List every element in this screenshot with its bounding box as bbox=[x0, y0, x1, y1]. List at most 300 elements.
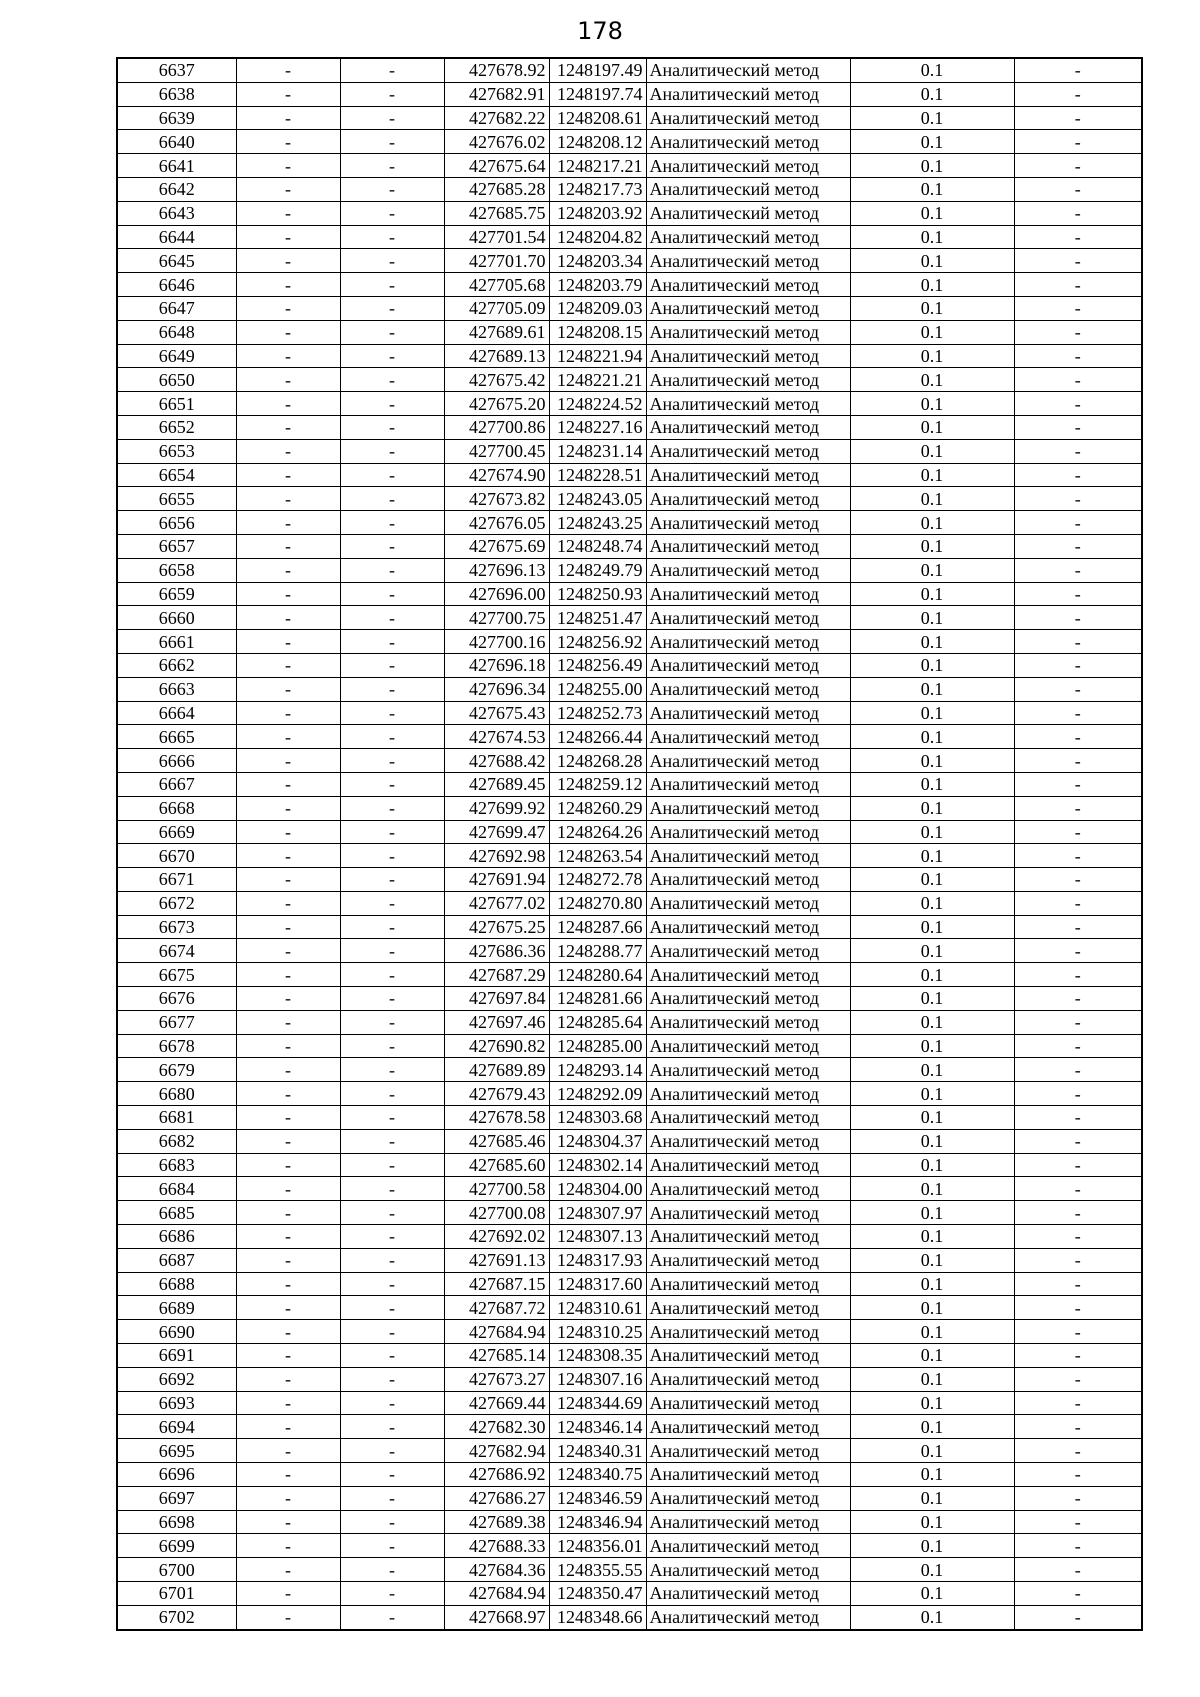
empty-value-cell: - bbox=[236, 511, 340, 535]
empty-value-cell: - bbox=[340, 844, 444, 868]
empty-value-cell: - bbox=[236, 987, 340, 1011]
point-number-cell: 6650 bbox=[117, 368, 236, 392]
empty-value-cell: - bbox=[340, 487, 444, 511]
empty-value-cell: - bbox=[340, 1153, 444, 1177]
method-cell: Аналитический метод bbox=[646, 249, 850, 273]
accuracy-cell: 0.1 bbox=[850, 130, 1014, 154]
empty-value-cell: - bbox=[340, 582, 444, 606]
method-cell: Аналитический метод bbox=[646, 1296, 850, 1320]
method-cell: Аналитический метод bbox=[646, 1106, 850, 1130]
accuracy-cell: 0.1 bbox=[850, 1558, 1014, 1582]
method-cell: Аналитический метод bbox=[646, 1510, 850, 1534]
table-row bbox=[117, 1177, 1142, 1201]
empty-value-cell: - bbox=[340, 106, 444, 130]
y-coordinate-cell: 1248259.12 bbox=[549, 772, 646, 796]
empty-value-cell: - bbox=[1014, 939, 1142, 963]
accuracy-cell: 0.1 bbox=[850, 1129, 1014, 1153]
x-coordinate-cell: 427686.36 bbox=[444, 939, 549, 963]
empty-value-cell: - bbox=[1014, 463, 1142, 487]
x-coordinate-cell: 427699.92 bbox=[444, 796, 549, 820]
empty-value-cell: - bbox=[236, 582, 340, 606]
empty-value-cell: - bbox=[236, 606, 340, 630]
empty-value-cell: - bbox=[236, 820, 340, 844]
x-coordinate-cell: 427689.45 bbox=[444, 772, 549, 796]
accuracy-cell: 0.1 bbox=[850, 653, 1014, 677]
point-number-cell: 6660 bbox=[117, 606, 236, 630]
empty-value-cell: - bbox=[236, 772, 340, 796]
x-coordinate-cell: 427700.75 bbox=[444, 606, 549, 630]
y-coordinate-cell: 1248307.97 bbox=[549, 1201, 646, 1225]
empty-value-cell: - bbox=[236, 1582, 340, 1606]
table-row bbox=[117, 82, 1142, 106]
y-coordinate-cell: 1248208.15 bbox=[549, 320, 646, 344]
table-row bbox=[117, 558, 1142, 582]
accuracy-cell: 0.1 bbox=[850, 701, 1014, 725]
point-number-cell: 6665 bbox=[117, 725, 236, 749]
table-row bbox=[117, 1034, 1142, 1058]
empty-value-cell: - bbox=[1014, 1082, 1142, 1106]
empty-value-cell: - bbox=[340, 511, 444, 535]
empty-value-cell: - bbox=[1014, 1558, 1142, 1582]
y-coordinate-cell: 1248307.16 bbox=[549, 1367, 646, 1391]
empty-value-cell: - bbox=[236, 725, 340, 749]
empty-value-cell: - bbox=[1014, 154, 1142, 178]
empty-value-cell: - bbox=[340, 963, 444, 987]
empty-value-cell: - bbox=[236, 1296, 340, 1320]
y-coordinate-cell: 1248208.12 bbox=[549, 130, 646, 154]
x-coordinate-cell: 427692.02 bbox=[444, 1225, 549, 1249]
y-coordinate-cell: 1248204.82 bbox=[549, 225, 646, 249]
point-number-cell: 6648 bbox=[117, 320, 236, 344]
table-row bbox=[117, 1106, 1142, 1130]
table-row bbox=[117, 415, 1142, 439]
empty-value-cell: - bbox=[236, 1391, 340, 1415]
table-row bbox=[117, 463, 1142, 487]
table-row bbox=[117, 534, 1142, 558]
x-coordinate-cell: 427700.45 bbox=[444, 439, 549, 463]
point-number-cell: 6646 bbox=[117, 273, 236, 297]
method-cell: Аналитический метод bbox=[646, 725, 850, 749]
accuracy-cell: 0.1 bbox=[850, 868, 1014, 892]
y-coordinate-cell: 1248249.79 bbox=[549, 558, 646, 582]
y-coordinate-cell: 1248346.94 bbox=[549, 1510, 646, 1534]
accuracy-cell: 0.1 bbox=[850, 296, 1014, 320]
empty-value-cell: - bbox=[1014, 1272, 1142, 1296]
empty-value-cell: - bbox=[1014, 1367, 1142, 1391]
empty-value-cell: - bbox=[236, 1510, 340, 1534]
point-number-cell: 6679 bbox=[117, 1058, 236, 1082]
method-cell: Аналитический метод bbox=[646, 1463, 850, 1487]
accuracy-cell: 0.1 bbox=[850, 439, 1014, 463]
empty-value-cell: - bbox=[340, 796, 444, 820]
empty-value-cell: - bbox=[340, 273, 444, 297]
empty-value-cell: - bbox=[340, 630, 444, 654]
empty-value-cell: - bbox=[1014, 630, 1142, 654]
empty-value-cell: - bbox=[340, 1534, 444, 1558]
table-row bbox=[117, 225, 1142, 249]
y-coordinate-cell: 1248310.61 bbox=[549, 1296, 646, 1320]
point-number-cell: 6654 bbox=[117, 463, 236, 487]
empty-value-cell: - bbox=[236, 1415, 340, 1439]
empty-value-cell: - bbox=[236, 320, 340, 344]
method-cell: Аналитический метод bbox=[646, 1010, 850, 1034]
x-coordinate-cell: 427675.20 bbox=[444, 392, 549, 416]
empty-value-cell: - bbox=[236, 1367, 340, 1391]
point-number-cell: 6659 bbox=[117, 582, 236, 606]
y-coordinate-cell: 1248264.26 bbox=[549, 820, 646, 844]
y-coordinate-cell: 1248248.74 bbox=[549, 534, 646, 558]
y-coordinate-cell: 1248208.61 bbox=[549, 106, 646, 130]
empty-value-cell: - bbox=[1014, 891, 1142, 915]
table-row bbox=[117, 630, 1142, 654]
method-cell: Аналитический метод bbox=[646, 1082, 850, 1106]
y-coordinate-cell: 1248252.73 bbox=[549, 701, 646, 725]
empty-value-cell: - bbox=[340, 1558, 444, 1582]
method-cell: Аналитический метод bbox=[646, 796, 850, 820]
method-cell: Аналитический метод bbox=[646, 558, 850, 582]
x-coordinate-cell: 427685.60 bbox=[444, 1153, 549, 1177]
accuracy-cell: 0.1 bbox=[850, 534, 1014, 558]
table-row bbox=[117, 1248, 1142, 1272]
empty-value-cell: - bbox=[340, 987, 444, 1011]
method-cell: Аналитический метод bbox=[646, 1129, 850, 1153]
empty-value-cell: - bbox=[1014, 225, 1142, 249]
point-number-cell: 6693 bbox=[117, 1391, 236, 1415]
x-coordinate-cell: 427674.90 bbox=[444, 463, 549, 487]
method-cell: Аналитический метод bbox=[646, 439, 850, 463]
empty-value-cell: - bbox=[1014, 725, 1142, 749]
x-coordinate-cell: 427690.82 bbox=[444, 1034, 549, 1058]
point-number-cell: 6677 bbox=[117, 1010, 236, 1034]
empty-value-cell: - bbox=[340, 677, 444, 701]
empty-value-cell: - bbox=[340, 1010, 444, 1034]
point-number-cell: 6699 bbox=[117, 1534, 236, 1558]
empty-value-cell: - bbox=[236, 1129, 340, 1153]
y-coordinate-cell: 1248292.09 bbox=[549, 1082, 646, 1106]
point-number-cell: 6639 bbox=[117, 106, 236, 130]
empty-value-cell: - bbox=[340, 1415, 444, 1439]
empty-value-cell: - bbox=[1014, 582, 1142, 606]
point-number-cell: 6685 bbox=[117, 1201, 236, 1225]
empty-value-cell: - bbox=[1014, 534, 1142, 558]
empty-value-cell: - bbox=[236, 1082, 340, 1106]
point-number-cell: 6697 bbox=[117, 1486, 236, 1510]
empty-value-cell: - bbox=[236, 249, 340, 273]
table-row bbox=[117, 1201, 1142, 1225]
method-cell: Аналитический метод bbox=[646, 1058, 850, 1082]
empty-value-cell: - bbox=[236, 201, 340, 225]
y-coordinate-cell: 1248287.66 bbox=[549, 915, 646, 939]
accuracy-cell: 0.1 bbox=[850, 1153, 1014, 1177]
empty-value-cell: - bbox=[340, 1082, 444, 1106]
point-number-cell: 6671 bbox=[117, 868, 236, 892]
empty-value-cell: - bbox=[236, 1320, 340, 1344]
x-coordinate-cell: 427684.36 bbox=[444, 1558, 549, 1582]
method-cell: Аналитический метод bbox=[646, 1201, 850, 1225]
empty-value-cell: - bbox=[236, 939, 340, 963]
empty-value-cell: - bbox=[340, 344, 444, 368]
empty-value-cell: - bbox=[340, 1129, 444, 1153]
method-cell: Аналитический метод bbox=[646, 58, 850, 82]
y-coordinate-cell: 1248317.93 bbox=[549, 1248, 646, 1272]
method-cell: Аналитический метод bbox=[646, 1486, 850, 1510]
empty-value-cell: - bbox=[340, 320, 444, 344]
x-coordinate-cell: 427696.18 bbox=[444, 653, 549, 677]
empty-value-cell: - bbox=[340, 772, 444, 796]
method-cell: Аналитический метод bbox=[646, 1153, 850, 1177]
empty-value-cell: - bbox=[340, 58, 444, 82]
point-number-cell: 6681 bbox=[117, 1106, 236, 1130]
y-coordinate-cell: 1248317.60 bbox=[549, 1272, 646, 1296]
empty-value-cell: - bbox=[340, 1486, 444, 1510]
accuracy-cell: 0.1 bbox=[850, 939, 1014, 963]
x-coordinate-cell: 427686.92 bbox=[444, 1463, 549, 1487]
empty-value-cell: - bbox=[236, 653, 340, 677]
x-coordinate-cell: 427692.98 bbox=[444, 844, 549, 868]
method-cell: Аналитический метод bbox=[646, 653, 850, 677]
empty-value-cell: - bbox=[1014, 177, 1142, 201]
empty-value-cell: - bbox=[1014, 1225, 1142, 1249]
accuracy-cell: 0.1 bbox=[850, 963, 1014, 987]
empty-value-cell: - bbox=[236, 701, 340, 725]
x-coordinate-cell: 427684.94 bbox=[444, 1582, 549, 1606]
point-number-cell: 6691 bbox=[117, 1344, 236, 1368]
point-number-cell: 6664 bbox=[117, 701, 236, 725]
table-row bbox=[117, 344, 1142, 368]
empty-value-cell: - bbox=[236, 154, 340, 178]
x-coordinate-cell: 427705.09 bbox=[444, 296, 549, 320]
method-cell: Аналитический метод bbox=[646, 820, 850, 844]
empty-value-cell: - bbox=[236, 273, 340, 297]
empty-value-cell: - bbox=[340, 1201, 444, 1225]
accuracy-cell: 0.1 bbox=[850, 463, 1014, 487]
empty-value-cell: - bbox=[340, 439, 444, 463]
point-number-cell: 6688 bbox=[117, 1272, 236, 1296]
method-cell: Аналитический метод bbox=[646, 1320, 850, 1344]
y-coordinate-cell: 1248221.94 bbox=[549, 344, 646, 368]
empty-value-cell: - bbox=[1014, 772, 1142, 796]
empty-value-cell: - bbox=[340, 82, 444, 106]
y-coordinate-cell: 1248344.69 bbox=[549, 1391, 646, 1415]
empty-value-cell: - bbox=[1014, 677, 1142, 701]
method-cell: Аналитический метод bbox=[646, 1344, 850, 1368]
method-cell: Аналитический метод bbox=[646, 939, 850, 963]
y-coordinate-cell: 1248346.14 bbox=[549, 1415, 646, 1439]
y-coordinate-cell: 1248272.78 bbox=[549, 868, 646, 892]
y-coordinate-cell: 1248224.52 bbox=[549, 392, 646, 416]
empty-value-cell: - bbox=[1014, 558, 1142, 582]
accuracy-cell: 0.1 bbox=[850, 1582, 1014, 1606]
method-cell: Аналитический метод bbox=[646, 130, 850, 154]
table-row bbox=[117, 868, 1142, 892]
table-row bbox=[117, 915, 1142, 939]
point-number-cell: 6670 bbox=[117, 844, 236, 868]
accuracy-cell: 0.1 bbox=[850, 1391, 1014, 1415]
empty-value-cell: - bbox=[1014, 1582, 1142, 1606]
empty-value-cell: - bbox=[340, 368, 444, 392]
empty-value-cell: - bbox=[340, 296, 444, 320]
x-coordinate-cell: 427685.14 bbox=[444, 1344, 549, 1368]
empty-value-cell: - bbox=[236, 558, 340, 582]
method-cell: Аналитический метод bbox=[646, 1415, 850, 1439]
empty-value-cell: - bbox=[236, 296, 340, 320]
empty-value-cell: - bbox=[236, 106, 340, 130]
y-coordinate-cell: 1248227.16 bbox=[549, 415, 646, 439]
method-cell: Аналитический метод bbox=[646, 106, 850, 130]
empty-value-cell: - bbox=[236, 915, 340, 939]
method-cell: Аналитический метод bbox=[646, 915, 850, 939]
x-coordinate-cell: 427691.94 bbox=[444, 868, 549, 892]
table-row bbox=[117, 487, 1142, 511]
y-coordinate-cell: 1248308.35 bbox=[549, 1344, 646, 1368]
accuracy-cell: 0.1 bbox=[850, 582, 1014, 606]
point-number-cell: 6649 bbox=[117, 344, 236, 368]
empty-value-cell: - bbox=[340, 606, 444, 630]
empty-value-cell: - bbox=[1014, 749, 1142, 773]
method-cell: Аналитический метод bbox=[646, 154, 850, 178]
x-coordinate-cell: 427699.47 bbox=[444, 820, 549, 844]
empty-value-cell: - bbox=[236, 1106, 340, 1130]
table-row bbox=[117, 1486, 1142, 1510]
point-number-cell: 6644 bbox=[117, 225, 236, 249]
point-number-cell: 6640 bbox=[117, 130, 236, 154]
table-row bbox=[117, 1582, 1142, 1606]
y-coordinate-cell: 1248256.92 bbox=[549, 630, 646, 654]
empty-value-cell: - bbox=[1014, 1320, 1142, 1344]
empty-value-cell: - bbox=[1014, 820, 1142, 844]
empty-value-cell: - bbox=[1014, 392, 1142, 416]
empty-value-cell: - bbox=[340, 1272, 444, 1296]
y-coordinate-cell: 1248221.21 bbox=[549, 368, 646, 392]
empty-value-cell: - bbox=[340, 1605, 444, 1629]
empty-value-cell: - bbox=[1014, 1296, 1142, 1320]
x-coordinate-cell: 427696.13 bbox=[444, 558, 549, 582]
table-row bbox=[117, 963, 1142, 987]
table-row bbox=[117, 1082, 1142, 1106]
empty-value-cell: - bbox=[1014, 1415, 1142, 1439]
x-coordinate-cell: 427684.94 bbox=[444, 1320, 549, 1344]
accuracy-cell: 0.1 bbox=[850, 82, 1014, 106]
empty-value-cell: - bbox=[340, 1296, 444, 1320]
x-coordinate-cell: 427673.27 bbox=[444, 1367, 549, 1391]
empty-value-cell: - bbox=[1014, 796, 1142, 820]
method-cell: Аналитический метод bbox=[646, 82, 850, 106]
y-coordinate-cell: 1248243.05 bbox=[549, 487, 646, 511]
table-row bbox=[117, 106, 1142, 130]
point-number-cell: 6668 bbox=[117, 796, 236, 820]
empty-value-cell: - bbox=[236, 1034, 340, 1058]
table-row bbox=[117, 368, 1142, 392]
empty-value-cell: - bbox=[340, 1225, 444, 1249]
y-coordinate-cell: 1248340.75 bbox=[549, 1463, 646, 1487]
point-number-cell: 6683 bbox=[117, 1153, 236, 1177]
point-number-cell: 6672 bbox=[117, 891, 236, 915]
accuracy-cell: 0.1 bbox=[850, 606, 1014, 630]
x-coordinate-cell: 427700.86 bbox=[444, 415, 549, 439]
y-coordinate-cell: 1248281.66 bbox=[549, 987, 646, 1011]
accuracy-cell: 0.1 bbox=[850, 273, 1014, 297]
y-coordinate-cell: 1248302.14 bbox=[549, 1153, 646, 1177]
y-coordinate-cell: 1248310.25 bbox=[549, 1320, 646, 1344]
x-coordinate-cell: 427675.25 bbox=[444, 915, 549, 939]
x-coordinate-cell: 427673.82 bbox=[444, 487, 549, 511]
method-cell: Аналитический метод bbox=[646, 415, 850, 439]
x-coordinate-cell: 427686.27 bbox=[444, 1486, 549, 1510]
method-cell: Аналитический метод bbox=[646, 677, 850, 701]
table-row bbox=[117, 677, 1142, 701]
method-cell: Аналитический метод bbox=[646, 320, 850, 344]
empty-value-cell: - bbox=[340, 415, 444, 439]
empty-value-cell: - bbox=[236, 368, 340, 392]
empty-value-cell: - bbox=[340, 1367, 444, 1391]
accuracy-cell: 0.1 bbox=[850, 1320, 1014, 1344]
method-cell: Аналитический метод bbox=[646, 463, 850, 487]
method-cell: Аналитический метод bbox=[646, 772, 850, 796]
point-number-cell: 6642 bbox=[117, 177, 236, 201]
empty-value-cell: - bbox=[236, 1344, 340, 1368]
method-cell: Аналитический метод bbox=[646, 1391, 850, 1415]
empty-value-cell: - bbox=[1014, 701, 1142, 725]
empty-value-cell: - bbox=[1014, 1391, 1142, 1415]
x-coordinate-cell: 427689.13 bbox=[444, 344, 549, 368]
method-cell: Аналитический метод bbox=[646, 392, 850, 416]
coordinates-table bbox=[116, 57, 1143, 1631]
y-coordinate-cell: 1248256.49 bbox=[549, 653, 646, 677]
empty-value-cell: - bbox=[1014, 987, 1142, 1011]
empty-value-cell: - bbox=[340, 558, 444, 582]
empty-value-cell: - bbox=[1014, 1344, 1142, 1368]
x-coordinate-cell: 427687.15 bbox=[444, 1272, 549, 1296]
method-cell: Аналитический метод bbox=[646, 630, 850, 654]
table-row bbox=[117, 273, 1142, 297]
empty-value-cell: - bbox=[1014, 915, 1142, 939]
accuracy-cell: 0.1 bbox=[850, 1367, 1014, 1391]
empty-value-cell: - bbox=[340, 653, 444, 677]
point-number-cell: 6655 bbox=[117, 487, 236, 511]
empty-value-cell: - bbox=[236, 439, 340, 463]
method-cell: Аналитический метод bbox=[646, 1439, 850, 1463]
table-row bbox=[117, 725, 1142, 749]
table-row bbox=[117, 653, 1142, 677]
empty-value-cell: - bbox=[340, 1463, 444, 1487]
x-coordinate-cell: 427668.97 bbox=[444, 1605, 549, 1629]
table-row bbox=[117, 511, 1142, 535]
method-cell: Аналитический метод bbox=[646, 201, 850, 225]
y-coordinate-cell: 1248304.00 bbox=[549, 1177, 646, 1201]
point-number-cell: 6653 bbox=[117, 439, 236, 463]
accuracy-cell: 0.1 bbox=[850, 987, 1014, 1011]
accuracy-cell: 0.1 bbox=[850, 511, 1014, 535]
table-row bbox=[117, 1129, 1142, 1153]
empty-value-cell: - bbox=[236, 1058, 340, 1082]
accuracy-cell: 0.1 bbox=[850, 772, 1014, 796]
y-coordinate-cell: 1248197.74 bbox=[549, 82, 646, 106]
method-cell: Аналитический метод bbox=[646, 891, 850, 915]
empty-value-cell: - bbox=[1014, 1177, 1142, 1201]
x-coordinate-cell: 427678.58 bbox=[444, 1106, 549, 1130]
empty-value-cell: - bbox=[236, 344, 340, 368]
accuracy-cell: 0.1 bbox=[850, 1510, 1014, 1534]
method-cell: Аналитический метод bbox=[646, 606, 850, 630]
x-coordinate-cell: 427691.13 bbox=[444, 1248, 549, 1272]
method-cell: Аналитический метод bbox=[646, 296, 850, 320]
accuracy-cell: 0.1 bbox=[850, 58, 1014, 82]
y-coordinate-cell: 1248350.47 bbox=[549, 1582, 646, 1606]
x-coordinate-cell: 427676.05 bbox=[444, 511, 549, 535]
method-cell: Аналитический метод bbox=[646, 273, 850, 297]
empty-value-cell: - bbox=[340, 1510, 444, 1534]
table-row bbox=[117, 1367, 1142, 1391]
